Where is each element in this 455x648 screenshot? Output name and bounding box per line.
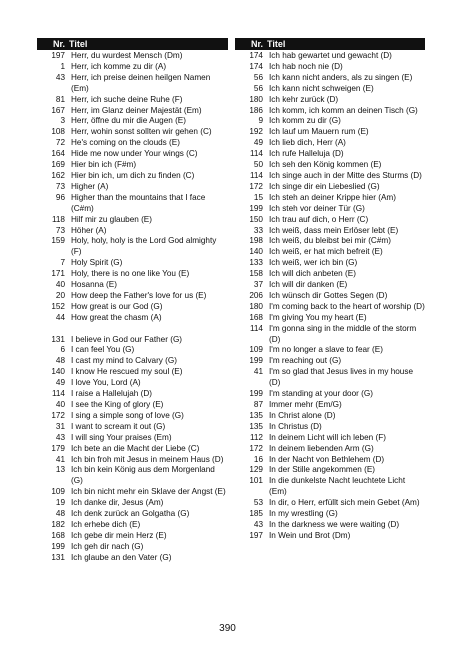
song-title: Higher (A) — [71, 181, 109, 191]
index-entry — [37, 106, 228, 117]
song-title: In deinem Licht will ich leben (F) — [269, 432, 386, 442]
index-entry — [235, 444, 425, 455]
index-entry — [37, 400, 228, 411]
song-title: Ich hab gewartet und gewacht (D) — [269, 51, 392, 60]
song-number: 56 — [253, 83, 263, 93]
song-title: Ich komm zu dir (G) — [269, 116, 341, 126]
song-title: Immer mehr (Em/G) — [269, 400, 342, 409]
song-title: I can feel You (G) — [71, 345, 135, 355]
index-entry — [235, 324, 425, 346]
index-entry — [235, 520, 425, 531]
index-entry — [37, 367, 228, 378]
index-entry — [37, 258, 228, 269]
index-entry — [235, 160, 425, 171]
song-number: 172 — [249, 181, 263, 191]
song-number: 140 — [51, 367, 65, 377]
index-entry — [235, 367, 425, 389]
song-title: Ich weiß, er hat mich befreit (E) — [269, 247, 383, 257]
index-entry — [235, 422, 425, 433]
index-entry — [235, 62, 425, 73]
song-title: Ich lauf um Mauern rum (E) — [269, 127, 369, 137]
song-title: Ich singe dir ein Liebeslied (G) — [269, 181, 380, 191]
song-title: In der Stille angekommen (E) — [269, 465, 376, 475]
song-number: 180 — [249, 94, 263, 104]
song-number — [37, 324, 65, 335]
index-entry — [37, 95, 228, 106]
song-number: 168 — [249, 312, 263, 322]
index-entry — [235, 247, 425, 258]
index-entry — [235, 204, 425, 215]
index-entry — [37, 520, 228, 531]
song-number: 169 — [51, 160, 65, 170]
song-title: Ich wünsch dir Gottes Segen (D) — [269, 290, 388, 300]
song-title: Herr, du wurdest Mensch (Dm) — [71, 51, 183, 60]
song-number: 114 — [249, 323, 263, 333]
song-title: Holy Spirit (G) — [71, 258, 123, 268]
song-number: 48 — [55, 509, 65, 519]
song-title: Ich denk zurück an Golgatha (G) — [71, 509, 190, 519]
song-title: I'm reaching out (G) — [269, 356, 342, 366]
song-title: I raise a Hallelujah (D) — [71, 389, 152, 399]
song-number: 49 — [55, 378, 65, 388]
song-title: Holy, there is no one like You (E) — [71, 269, 190, 279]
song-number: 43 — [55, 72, 65, 82]
index-entry — [37, 542, 228, 553]
index-entry — [37, 226, 228, 237]
song-number: 182 — [51, 519, 65, 529]
index-entry — [37, 378, 228, 389]
song-number: 179 — [51, 443, 65, 453]
song-title: Ich steh vor deiner Tür (G) — [269, 203, 365, 213]
song-number: 50 — [253, 160, 263, 170]
song-number: 199 — [51, 541, 65, 551]
index-entry — [37, 62, 228, 73]
index-entry — [37, 127, 228, 138]
song-number: 140 — [249, 247, 263, 257]
song-title: I'm so glad that Jesus lives in my house (D) — [269, 367, 414, 388]
song-title: I love You, Lord (A) — [71, 378, 141, 388]
song-title: Hier bin ich (F#m) — [71, 160, 137, 170]
index-entry — [235, 73, 425, 84]
song-number: 112 — [249, 432, 263, 442]
song-title: How deep the Father's love for us (E) — [71, 290, 207, 300]
song-title: Ich gebe dir mein Herz (E) — [71, 530, 167, 540]
song-title: Herr, wohin sonst sollten wir gehen (C) — [71, 127, 212, 137]
index-entry — [235, 433, 425, 444]
song-number: 87 — [253, 400, 263, 409]
song-title: Herr, ich suche deine Ruhe (F) — [71, 94, 183, 104]
song-title: Herr, ich preise deinen heilgen Namen (Em) — [71, 72, 211, 93]
song-number: 118 — [51, 214, 65, 224]
index-entry — [37, 411, 228, 422]
song-title: Ich seh den König kommen (E) — [269, 160, 382, 170]
index-entry — [37, 51, 228, 62]
song-number: 131 — [51, 552, 65, 562]
index-entry — [37, 324, 228, 335]
song-title: I see the King of glory (E) — [71, 399, 164, 409]
song-number: 16 — [253, 454, 263, 464]
song-title: How great is our God (G) — [71, 301, 163, 311]
song-number: 72 — [55, 138, 65, 148]
song-number: 159 — [51, 236, 65, 246]
song-title: I sing a simple song of love (G) — [71, 410, 184, 420]
song-number: 174 — [249, 61, 263, 71]
song-title: Herr, ich komme zu dir (A) — [71, 61, 167, 71]
index-entry — [37, 356, 228, 367]
song-number: 49 — [253, 138, 263, 148]
index-list-left — [37, 51, 228, 564]
song-title: In deinem liebenden Arm (G) — [269, 443, 374, 453]
header-nr: Nr. — [52, 39, 65, 49]
song-number: 43 — [253, 519, 263, 529]
index-entry — [235, 236, 425, 247]
song-number: 1 — [60, 61, 65, 71]
song-title — [65, 324, 228, 335]
song-number: 185 — [249, 509, 263, 519]
index-entry — [235, 106, 425, 117]
song-title: I will sing Your praises (Em) — [71, 432, 172, 442]
song-number: 41 — [55, 454, 65, 464]
song-title: Hosanna (E) — [71, 280, 117, 290]
song-title: Ich will dich anbeten (E) — [269, 269, 356, 279]
song-title: Ich bete an die Macht der Liebe (C) — [71, 443, 200, 453]
index-entry — [235, 84, 425, 95]
index-entry — [37, 236, 228, 258]
index-entry — [37, 313, 228, 324]
song-number: 158 — [249, 269, 263, 279]
song-title: Hide me now under Your wings (C) — [71, 149, 198, 159]
song-title: Ich trau auf dich, o Herr (C) — [269, 214, 369, 224]
column-header — [235, 38, 425, 50]
song-number: 44 — [55, 312, 65, 322]
song-number: 33 — [253, 225, 263, 235]
index-entry — [37, 553, 228, 564]
song-number: 174 — [249, 51, 263, 60]
song-title: Ich bin froh mit Jesus in meinem Haus (D) — [71, 454, 224, 464]
index-entry — [37, 291, 228, 302]
song-title: Ich rufe Halleluja (D) — [269, 149, 344, 159]
header-titel: Titel — [267, 39, 286, 49]
song-number: 199 — [249, 203, 263, 213]
song-title: Ich weiß, du bleibst bei mir (C#m) — [269, 236, 391, 246]
song-title: Ich kann nicht schweigen (E) — [269, 83, 374, 93]
song-title: Higher than the mountains that I face (C#m) — [71, 192, 206, 213]
song-title: Hilf mir zu glauben (E) — [71, 214, 152, 224]
song-number: 172 — [249, 443, 263, 453]
index-entry — [37, 302, 228, 313]
song-number: 197 — [51, 51, 65, 60]
index-entry — [235, 215, 425, 226]
index-entry — [235, 509, 425, 520]
song-number: 162 — [51, 170, 65, 180]
song-number: 53 — [253, 498, 263, 508]
song-number: 81 — [55, 94, 65, 104]
index-entry — [37, 422, 228, 433]
index-entry — [37, 280, 228, 291]
index-entry — [235, 411, 425, 422]
index-entry — [235, 182, 425, 193]
song-title: In Christ alone (D) — [269, 410, 336, 420]
index-entry — [235, 455, 425, 466]
index-entry — [37, 345, 228, 356]
index-entry — [37, 193, 228, 215]
song-title: Herr, im Glanz deiner Majestät (Em) — [71, 105, 202, 115]
index-entry — [235, 356, 425, 367]
song-title: I'm gonna sing in the middle of the storm (D) — [269, 323, 417, 344]
column-header — [37, 38, 228, 50]
song-title: Ich bin nicht mehr ein Sklave der Angst (E) — [71, 487, 226, 497]
song-title: I cast my mind to Calvary (G) — [71, 356, 178, 366]
song-title: Ich erhebe dich (E) — [71, 519, 141, 529]
song-title: Ich glaube an den Vater (G) — [71, 552, 172, 562]
song-title: Ich komm, ich komm an deinen Tisch (G) — [269, 105, 418, 115]
index-entry — [235, 95, 425, 106]
song-number: 129 — [249, 465, 263, 475]
song-title: Ich kehr zurück (D) — [269, 94, 339, 104]
song-number: 172 — [51, 410, 65, 420]
song-number: 133 — [249, 258, 263, 268]
song-title: Ich will dir danken (E) — [269, 280, 348, 290]
song-title: I'm no longer a slave to fear (E) — [269, 345, 383, 355]
song-title: How great the chasm (A) — [71, 312, 162, 322]
index-column-left — [37, 38, 228, 564]
song-title: Ich weiß, dass mein Erlöser lebt (E) — [269, 225, 399, 235]
song-number: 108 — [51, 127, 65, 137]
song-title: Ich kann nicht anders, als zu singen (E) — [269, 72, 413, 82]
song-number: 135 — [249, 421, 263, 431]
song-title: Herr, öffne du mir die Augen (E) — [71, 116, 186, 126]
song-number: 114 — [249, 149, 263, 159]
index-entry — [37, 149, 228, 160]
index-entry — [235, 258, 425, 269]
song-number: 171 — [51, 269, 65, 279]
index-entry — [235, 345, 425, 356]
song-number: 37 — [253, 280, 263, 290]
song-number: 180 — [249, 301, 263, 311]
song-number: 109 — [51, 487, 65, 497]
song-number: 20 — [55, 290, 65, 300]
index-entry — [37, 531, 228, 542]
song-number: 150 — [249, 214, 263, 224]
index-entry — [37, 269, 228, 280]
index-entry — [235, 498, 425, 509]
song-number: 199 — [249, 389, 263, 399]
index-entry — [235, 193, 425, 204]
index-entry — [37, 182, 228, 193]
song-title: Hier bin ich, um dich zu finden (C) — [71, 170, 195, 180]
song-title: I'm coming back to the heart of worship (D) — [269, 301, 425, 311]
index-entry — [37, 487, 228, 498]
song-number: 48 — [55, 356, 65, 366]
song-number: 40 — [55, 399, 65, 409]
song-number: 73 — [55, 225, 65, 235]
song-title: Höher (A) — [71, 225, 107, 235]
index-entry — [235, 171, 425, 182]
song-number: 186 — [249, 105, 263, 115]
song-number: 15 — [253, 192, 263, 202]
song-number: 167 — [51, 105, 65, 115]
song-number: 3 — [60, 116, 65, 126]
song-number: 168 — [51, 530, 65, 540]
song-number: 41 — [253, 367, 263, 377]
index-entry — [235, 280, 425, 291]
song-number: 96 — [55, 192, 65, 202]
index-entry — [235, 531, 425, 542]
song-title: I know He rescued my soul (E) — [71, 367, 183, 377]
index-entry — [235, 226, 425, 237]
song-number: 206 — [249, 290, 263, 300]
index-entry — [235, 400, 425, 411]
song-number: 199 — [249, 356, 263, 366]
song-number: 114 — [51, 389, 65, 399]
song-number: 13 — [55, 465, 65, 475]
index-entry — [235, 313, 425, 324]
song-title: I believe in God our Father (G) — [71, 334, 183, 344]
song-title: In Christus (D) — [269, 421, 322, 431]
song-title: Ich hab noch nie (D) — [269, 61, 343, 71]
index-entry — [235, 291, 425, 302]
index-entry — [37, 444, 228, 455]
song-number: 197 — [249, 530, 263, 540]
song-number: 101 — [249, 476, 263, 486]
song-number: 31 — [55, 421, 65, 431]
song-number: 152 — [51, 301, 65, 311]
song-title: Ich danke dir, Jesus (Am) — [71, 498, 164, 508]
song-number: 40 — [55, 280, 65, 290]
song-number: 43 — [55, 432, 65, 442]
index-entry — [235, 149, 425, 160]
index-entry — [37, 498, 228, 509]
index-entry — [235, 269, 425, 280]
index-entry — [37, 73, 228, 95]
song-title: In my wrestling (G) — [269, 509, 338, 519]
index-entry — [37, 116, 228, 127]
song-number: 6 — [60, 345, 65, 355]
index-entry — [235, 389, 425, 400]
index-entry — [37, 455, 228, 466]
header-titel: Titel — [69, 39, 88, 49]
song-title: In die dunkelste Nacht leuchtete Licht (Em) — [269, 476, 406, 497]
index-entry — [37, 433, 228, 444]
song-title: In dir, o Herr, erfüllt sich mein Gebet (Am) — [269, 498, 420, 508]
song-title: Ich geh dir nach (G) — [71, 541, 144, 551]
song-title: Holy, holy, holy is the Lord God almighty (F) — [71, 236, 217, 257]
song-title: In der Nacht von Bethlehem (D) — [269, 454, 385, 464]
index-entry — [235, 127, 425, 138]
song-number: 114 — [249, 170, 263, 180]
song-title: He's coming on the clouds (E) — [71, 138, 180, 148]
page-number: 390 — [219, 623, 236, 634]
index-list-right — [235, 51, 425, 542]
song-number: 56 — [253, 72, 263, 82]
song-title: Ich lieb dich, Herr (A) — [269, 138, 346, 148]
index-entry — [37, 160, 228, 171]
index-entry — [37, 171, 228, 182]
index-entry — [235, 302, 425, 313]
song-title: In the darkness we were waiting (D) — [269, 519, 400, 529]
index-entry — [37, 335, 228, 346]
song-title: Ich steh an deiner Krippe hier (Am) — [269, 192, 396, 202]
index-entry — [37, 389, 228, 400]
song-title: Ich singe auch in der Mitte des Sturms (D) — [269, 170, 422, 180]
index-entry — [235, 116, 425, 127]
song-number: 7 — [60, 258, 65, 268]
song-title: I'm standing at your door (G) — [269, 389, 373, 399]
song-number: 131 — [51, 334, 65, 344]
index-column-right — [235, 38, 425, 542]
index-entry — [37, 509, 228, 520]
song-number: 9 — [258, 116, 263, 126]
song-number: 109 — [249, 345, 263, 355]
song-title: In Wein und Brot (Dm) — [269, 530, 351, 540]
song-number: 135 — [249, 410, 263, 420]
index-entry — [235, 51, 425, 62]
index-entry — [37, 138, 228, 149]
song-number: 19 — [55, 498, 65, 508]
song-number: 164 — [51, 149, 65, 159]
song-number: 192 — [249, 127, 263, 137]
song-title: I'm giving You my heart (E) — [269, 312, 367, 322]
index-entry — [37, 465, 228, 487]
index-entry — [235, 138, 425, 149]
song-title: Ich bin kein König aus dem Morgenland (G) — [71, 465, 215, 486]
index-entry — [235, 476, 425, 498]
song-number: 73 — [55, 181, 65, 191]
song-title: I want to scream it out (G) — [71, 421, 166, 431]
song-number: 198 — [249, 236, 263, 246]
index-entry — [235, 465, 425, 476]
header-nr: Nr. — [250, 39, 263, 49]
song-title: Ich weiß, wer ich bin (G) — [269, 258, 358, 268]
index-entry — [37, 215, 228, 226]
